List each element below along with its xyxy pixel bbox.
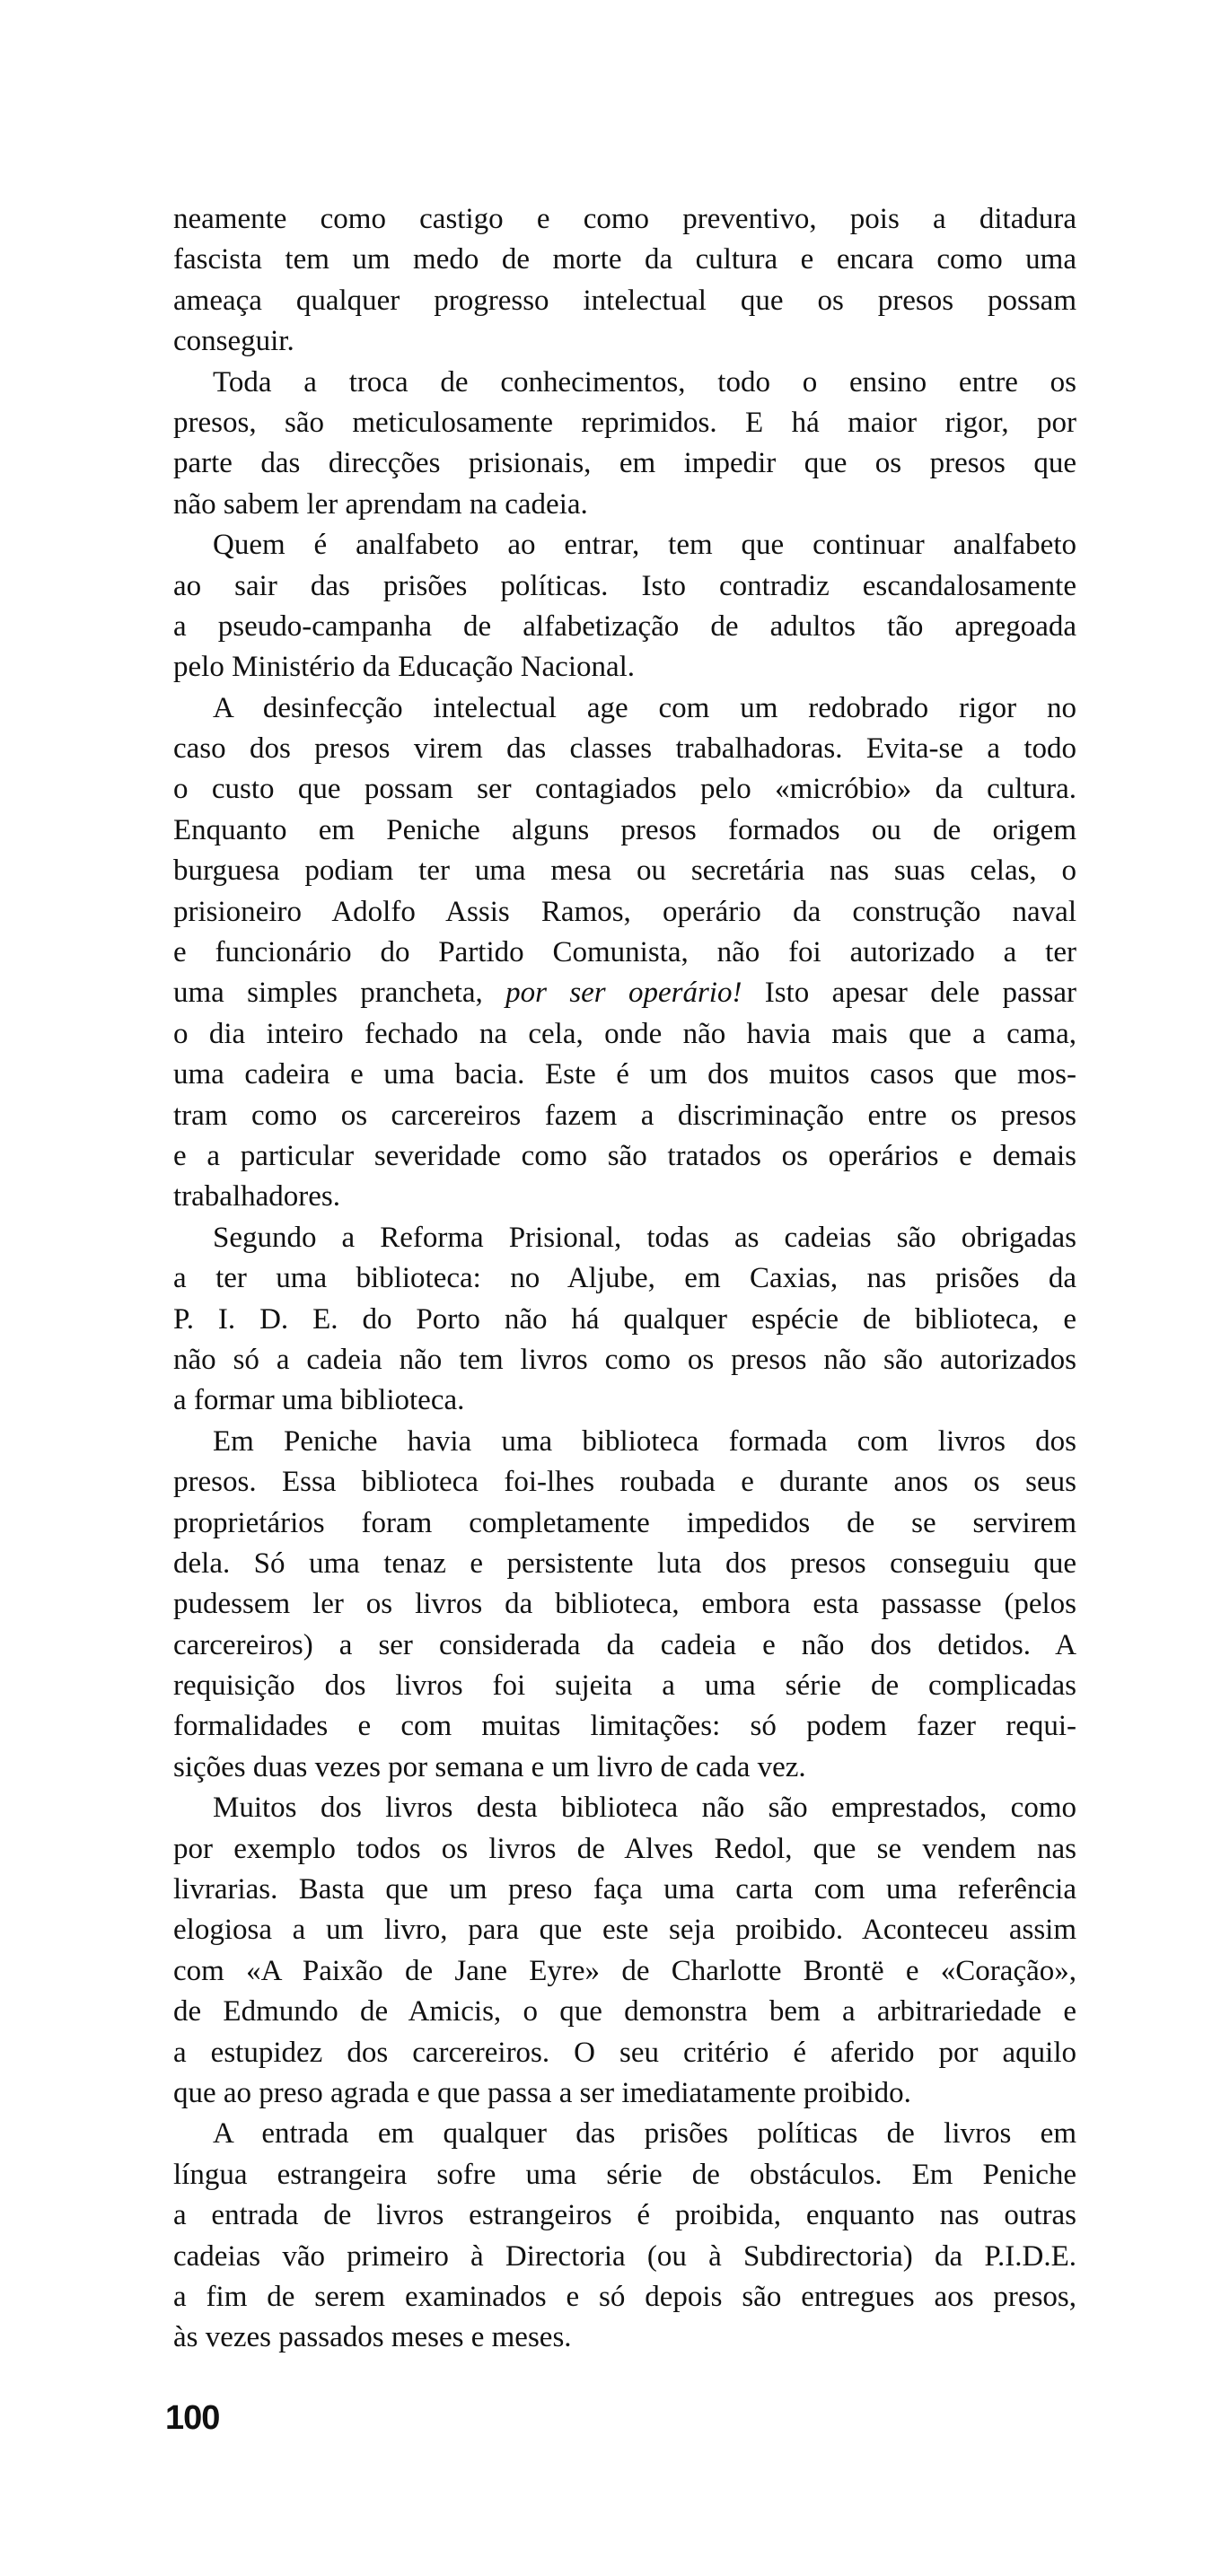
text-line: presos. Essa biblioteca foi-lhes roubada e durante anos os seus bbox=[173, 1466, 1076, 1499]
text-line: formalidades e com muitas limitações: só podem fazer requi- bbox=[173, 1710, 1076, 1743]
text-run: uma simples prancheta, bbox=[173, 977, 506, 1010]
text-line: Segundo a Reforma Prisional, todas as cadeias são obrigadas bbox=[213, 1221, 1076, 1254]
text-line: a entrada de livros estrangeiros é proibida, enquanto nas outras bbox=[173, 2199, 1076, 2232]
text-line: por exemplo todos os livros de Alves Redol, que se vendem nas bbox=[173, 1832, 1076, 1865]
text-line: proprietários foram completamente impedidos de se servirem bbox=[173, 1506, 1076, 1539]
text-line: de Edmundo de Amicis, o que demonstra bem a arbitrariedade e bbox=[173, 1995, 1076, 2028]
text-line: requisição dos livros foi sujeita a uma série de complicadas bbox=[173, 1669, 1076, 1703]
text-line: A desinfecção intelectual age com um redobrado rigor no bbox=[213, 691, 1076, 724]
page-number: 100 bbox=[165, 2399, 220, 2437]
text-line: presos, são meticulosamente reprimidos. E há maior rigor, por bbox=[173, 406, 1076, 439]
text-line: a fim de serem examinados e só depois são entregues aos presos, bbox=[173, 2280, 1076, 2313]
text-line: Quem é analfabeto ao entrar, tem que continuar analfabeto bbox=[213, 529, 1076, 562]
text-line: pelo Ministério da Educação Nacional. bbox=[173, 651, 636, 684]
paragraph bbox=[173, 1788, 1076, 2114]
text-line: tram como os carcereiros fazem a discriminação entre os presos bbox=[173, 1099, 1076, 1132]
text-line: o custo que possam ser contagiados pelo «micróbio» da cultura. bbox=[173, 773, 1076, 806]
text-line: livrarias. Basta que um preso faça uma carta com uma referência bbox=[173, 1873, 1076, 1906]
paragraph bbox=[173, 363, 1076, 526]
text-line: burguesa podiam ter uma mesa ou secretária nas suas celas, o bbox=[173, 854, 1076, 888]
text-line: conseguir. bbox=[173, 325, 294, 358]
text-line: não sabem ler aprendam na cadeia. bbox=[173, 487, 588, 521]
text-line: parte das direcções prisionais, em impedir que os presos que bbox=[173, 447, 1076, 480]
paragraph bbox=[173, 1218, 1076, 1422]
text-line: dela. Só uma tenaz e persistente luta dos presos conseguiu que bbox=[173, 1546, 1076, 1580]
text-line: A entrada em qualquer das prisões políticas de livros em bbox=[213, 2117, 1076, 2151]
text-line: Enquanto em Peniche alguns presos formados ou de origem bbox=[173, 813, 1076, 846]
text-line: caso dos presos virem das classes trabalhadoras. Evita-se a todo bbox=[173, 732, 1076, 766]
paragraph bbox=[173, 2114, 1076, 2358]
text-line: Muitos dos livros desta biblioteca não são emprestados, como bbox=[213, 1792, 1076, 1825]
text-line: a estupidez dos carcereiros. O seu critério é aferido por aquilo bbox=[173, 2036, 1076, 2069]
paragraph bbox=[173, 525, 1076, 688]
text-line: às vezes passados meses e meses. bbox=[173, 2321, 572, 2354]
text-line: Em Peniche havia uma biblioteca formada com livros dos bbox=[213, 1424, 1076, 1458]
text-line: ao sair das prisões políticas. Isto contradiz escandalosamente bbox=[173, 569, 1076, 602]
text-line: uma cadeira e uma bacia. Este é um dos muitos casos que mos- bbox=[173, 1058, 1076, 1091]
paragraph bbox=[173, 1422, 1076, 1789]
text-line: carcereiros) a ser considerada da cadeia e não dos detidos. A bbox=[173, 1628, 1076, 1661]
emphasized-text: por ser operário! bbox=[505, 977, 742, 1010]
text-line: neamente como castigo e como preventivo, pois a ditadura bbox=[173, 203, 1076, 235]
text-line-with-emphasis bbox=[173, 973, 1076, 1013]
text-line: língua estrangeira sofre uma série de obstáculos. Em Peniche bbox=[173, 2158, 1076, 2191]
text-line: não só a cadeia não tem livros como os presos não são autorizados bbox=[173, 1343, 1076, 1376]
body-text bbox=[173, 199, 1076, 2359]
text-line: com «A Paixão de Jane Eyre» de Charlotte Brontë e «Coração», bbox=[173, 1954, 1076, 1987]
text-line: P. I. D. E. do Porto não há qualquer espécie de biblioteca, e bbox=[173, 1302, 1076, 1336]
text-line: sições duas vezes por semana e um livro de cada vez. bbox=[173, 1750, 806, 1783]
text-line: trabalhadores. bbox=[173, 1180, 340, 1214]
text-line: pudessem ler os livros da biblioteca, embora esta passasse (pelos bbox=[173, 1588, 1076, 1621]
paragraph bbox=[173, 688, 1076, 1218]
text-line: Toda a troca de conhecimentos, todo o ensino entre os bbox=[213, 365, 1076, 399]
paragraph bbox=[173, 199, 1076, 363]
text-line: e funcionário do Partido Comunista, não foi autorizado a ter bbox=[173, 936, 1076, 969]
text-line: a formar uma biblioteca. bbox=[173, 1384, 465, 1417]
text-line: que ao preso agrada e que passa a ser imediatamente proibido. bbox=[173, 2076, 911, 2109]
text-line: a pseudo-campanha de alfabetização de adultos tão apregoada bbox=[173, 609, 1076, 643]
text-line: o dia inteiro fechado na cela, onde não havia mais que a cama, bbox=[173, 1017, 1076, 1050]
text-line: e a particular severidade como são tratados os operários e demais bbox=[173, 1139, 1076, 1172]
text-line: elogiosa a um livro, para que este seja proibido. Aconteceu assim bbox=[173, 1914, 1076, 1947]
text-line: a ter uma biblioteca: no Aljube, em Caxias, nas prisões da bbox=[173, 1262, 1076, 1295]
text-line: fascista tem um medo de morte da cultura e encara como uma bbox=[173, 243, 1076, 276]
text-run: Isto apesar dele passar bbox=[742, 977, 1076, 1010]
text-line: ameaça qualquer progresso intelectual que os presos possam bbox=[173, 284, 1076, 317]
text-line: cadeias vão primeiro à Directoria (ou à Subdirectoria) da P.I.D.E. bbox=[173, 2239, 1076, 2273]
text-line: prisioneiro Adolfo Assis Ramos, operário da construção naval bbox=[173, 895, 1076, 928]
